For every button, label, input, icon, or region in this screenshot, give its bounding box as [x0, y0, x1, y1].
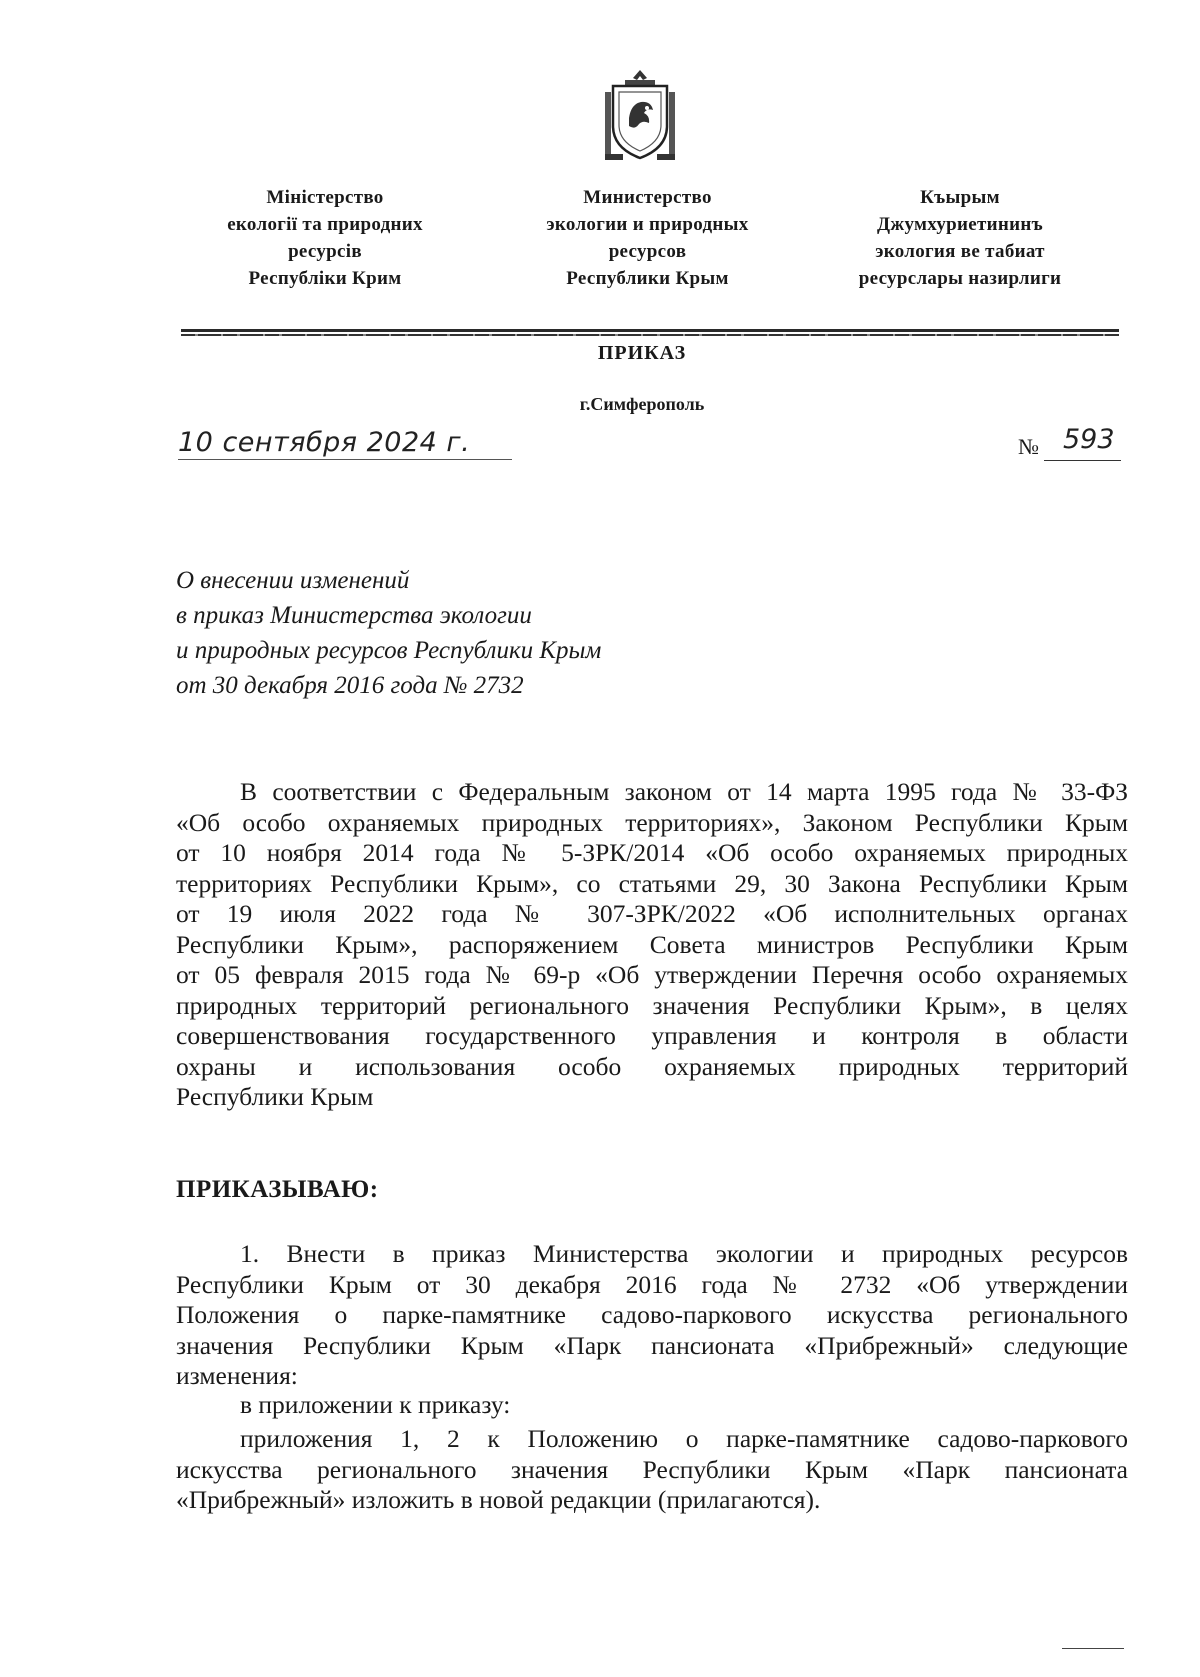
- item-1-detail-line: приложения 1, 2 к Положению о парке-памятнике садово-паркового: [240, 1424, 1128, 1453]
- item-1-sub-line: в приложении к приказу:: [240, 1390, 511, 1419]
- item-1-line: Положения о парке-памятнике садово-паркового искусства регионального: [176, 1300, 1128, 1329]
- header-crimean-tatar: [825, 184, 1095, 292]
- header-crimean-tatar-line: Джумхуриетининъ: [877, 214, 1043, 235]
- item-1-line: 1. Внести в приказ Министерства экологии и природных ресурсов: [240, 1239, 1128, 1268]
- preamble-paragraph: [176, 777, 1128, 1113]
- preamble-line: природных территорий регионального значения Республики Крым», в целях: [176, 990, 1128, 1020]
- header-russian: [505, 184, 790, 292]
- item-1-detail-paragraph: [176, 1424, 1128, 1516]
- preamble-line: от 05 февраля 2015 года № 69-р «Об утверждении Перечня особо охраняемых: [176, 960, 1128, 989]
- preamble-line: от 19 июля 2022 года № 307-ЗРК/2022 «Об исполнительных органах: [176, 899, 1128, 928]
- header-russian-line: экологии и природных: [546, 214, 749, 235]
- header-divider: [181, 329, 1119, 332]
- header-russian-line: ресурсов: [608, 241, 687, 262]
- header-crimean-tatar-line: ресурслары назирлиги: [858, 268, 1062, 289]
- handwritten-order-number: 593: [1063, 424, 1115, 455]
- preamble-line: совершенствования государственного управления и контроля в области: [176, 1021, 1128, 1050]
- item-1-paragraph: [176, 1239, 1128, 1392]
- preamble-line: «Об особо охраняемых природных территориях», Законом Республики Крым: [176, 807, 1128, 837]
- footer-mark: [1062, 1648, 1124, 1649]
- preamble-line: Республики Крым», распоряжением Совета министров Республики Крым: [176, 929, 1128, 959]
- header-crimean-tatar-line: Къырым: [920, 187, 1000, 208]
- preamble-line: территориях Республики Крым», со статьями 29, 30 Закона Республики Крым: [176, 868, 1128, 898]
- handwritten-date: 10 сентября 2024 г.: [178, 427, 471, 458]
- preamble-line: от 10 ноября 2014 года № 5-ЗРК/2014 «Об особо охраняемых природных: [176, 838, 1128, 867]
- preamble-line: В соответствии с Федеральным законом от 14 марта 1995 года № 33-ФЗ: [240, 777, 1128, 806]
- coat-of-arms-icon: [603, 68, 677, 162]
- subject-line: от 30 декабря 2016 года № 2732: [176, 672, 524, 699]
- header-russian-line: Министерство: [583, 187, 712, 208]
- item-1-detail-line: «Прибрежный» изложить в новой редакции (прилагаются).: [176, 1485, 821, 1514]
- date-underline: [178, 459, 512, 460]
- order-number-label: №: [1018, 434, 1039, 459]
- number-underline: [1044, 460, 1121, 461]
- subject-line: и природных ресурсов Республики Крым: [176, 637, 602, 664]
- header-ukrainian-line: Республіки Крим: [248, 268, 402, 289]
- preamble-line: охраны и использования особо охраняемых природных территорий: [176, 1051, 1128, 1081]
- item-1-line: значения Республики Крым «Парк пансионата «Прибрежный» следующие: [176, 1330, 1128, 1360]
- subject-line: О внесении изменений: [176, 567, 410, 594]
- header-ukrainian: [195, 184, 455, 292]
- header-crimean-tatar-line: экология ве табиат: [875, 241, 1045, 262]
- order-city: г.Симферополь: [579, 394, 705, 414]
- decree-word: ПРИКАЗЫВАЮ:: [176, 1176, 379, 1203]
- item-1-line: Республики Крым от 30 декабря 2016 года № 2732 «Об утверждении: [176, 1269, 1128, 1299]
- subject-line: в приказ Министерства экологии: [176, 602, 532, 629]
- header-ukrainian-line: Міністерство: [266, 187, 384, 208]
- header-ukrainian-line: ресурсів: [288, 241, 362, 262]
- header-ukrainian-line: екології та природних: [227, 214, 423, 235]
- item-1-sub-paragraph: [176, 1390, 1128, 1421]
- header-divider-dashed: [181, 334, 1119, 336]
- header-russian-line: Республики Крым: [566, 268, 729, 289]
- item-1-detail-line: искусства регионального значения Республики Крым «Парк пансионата: [176, 1454, 1128, 1484]
- preamble-line: Республики Крым: [176, 1082, 374, 1111]
- item-1-line: изменения:: [176, 1361, 298, 1390]
- order-subject: [176, 563, 601, 703]
- order-title: ПРИКАЗ: [597, 342, 687, 364]
